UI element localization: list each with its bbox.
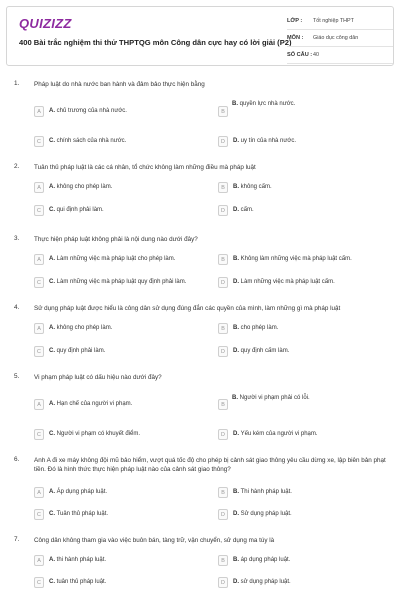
- meta-label: SỐ CÂU :: [287, 52, 313, 58]
- option-text: Hạn chế của người vi phạm.: [56, 401, 133, 407]
- option-letter: D.: [233, 279, 239, 285]
- option-text: quy định cấm làm.: [240, 348, 290, 354]
- option-box[interactable]: C: [34, 429, 44, 440]
- option-letter: C.: [49, 138, 55, 144]
- option-text: Làm những việc mà pháp luật cho phép làm.: [56, 256, 176, 262]
- option-letter: D.: [233, 207, 239, 213]
- question-number: 4.: [14, 304, 20, 311]
- meta-row-subject: [287, 32, 393, 47]
- option-letter: A.: [49, 401, 55, 407]
- option-letter: B.: [232, 101, 238, 107]
- worksheet-header: [6, 6, 394, 66]
- option-text: Tuân thủ pháp luật.: [56, 511, 109, 517]
- question-text: Anh A đi xe máy không đội mũ bảo hiểm, vượt quá tốc độ cho phép bị cảnh sát giao thông yêu cầu dừng xe, lập biên bản phạt tiền. Đó là hình thức thực hiện pháp luật nào của cảnh sát giao thông?: [34, 457, 386, 473]
- option-box[interactable]: B: [218, 399, 228, 410]
- option-text: không cấm.: [240, 184, 272, 190]
- meta-value: Giáo dục công dân: [313, 35, 359, 41]
- meta-value: 40: [313, 52, 319, 58]
- option-text: Yếu kém của người vi phạm.: [240, 431, 318, 437]
- option-text: Thi hành pháp luật.: [240, 489, 292, 495]
- option-letter: A.: [49, 184, 55, 190]
- question-text: Công dân không tham gia vào việc buôn bán, tàng trữ, vận chuyển, sử dụng ma túy là: [34, 537, 275, 544]
- meta-row-class: [287, 15, 393, 30]
- option-letter: C.: [49, 207, 55, 213]
- option-box[interactable]: B: [218, 254, 228, 265]
- option-letter: C.: [49, 511, 55, 517]
- option-box[interactable]: A: [34, 555, 44, 566]
- option-box[interactable]: A: [34, 182, 44, 193]
- question-number: 6.: [14, 456, 20, 463]
- option-box[interactable]: D: [218, 346, 228, 357]
- option-letter: B.: [233, 256, 239, 262]
- option-text: không cho phép làm.: [56, 184, 113, 190]
- option-text: quyền lực nhà nước.: [239, 101, 296, 107]
- option-box[interactable]: B: [218, 106, 228, 117]
- option-letter: C.: [49, 348, 55, 354]
- option-box[interactable]: D: [218, 277, 228, 288]
- option-text: tuân thủ pháp luật.: [56, 579, 107, 585]
- quizizz-logo: QUIZIZZ: [19, 16, 72, 31]
- option-text: Làm những việc mà pháp luật quy định phải làm.: [56, 279, 187, 285]
- option-letter: D.: [233, 579, 239, 585]
- option-box[interactable]: D: [218, 429, 228, 440]
- option-box[interactable]: B: [218, 182, 228, 193]
- option-box[interactable]: B: [218, 487, 228, 498]
- option-text: Làm những việc mà pháp luật cấm.: [240, 279, 335, 285]
- option-text: Không làm những việc mà pháp luật cấm.: [240, 256, 352, 262]
- option-box[interactable]: B: [218, 323, 228, 334]
- option-letter: D.: [233, 138, 239, 144]
- question-text: Vi phạm pháp luật có dấu hiệu nào dưới đây?: [34, 374, 162, 381]
- option-text: chủ trương của nhà nước.: [56, 108, 127, 114]
- option-letter: C.: [49, 431, 55, 437]
- option-text: áp dụng pháp luật.: [240, 557, 291, 563]
- option-text: qui định phải làm.: [56, 207, 104, 213]
- option-letter: B.: [233, 557, 239, 563]
- option-box[interactable]: A: [34, 323, 44, 334]
- meta-label: LỚP :: [287, 18, 303, 24]
- meta-label: MÔN :: [287, 35, 304, 41]
- question-text: Tuân thủ pháp luật là các cá nhân, tổ chức không làm những điều mà pháp luật: [34, 164, 256, 171]
- option-letter: D.: [233, 511, 239, 517]
- meta-row-count: [287, 49, 393, 64]
- option-letter: A.: [49, 489, 55, 495]
- option-box[interactable]: A: [34, 487, 44, 498]
- question-number: 2.: [14, 163, 20, 170]
- option-box[interactable]: D: [218, 577, 228, 588]
- option-box[interactable]: A: [34, 254, 44, 265]
- option-letter: A.: [49, 108, 55, 114]
- option-text: không cho phép làm.: [56, 325, 113, 331]
- meta-value: Tốt nghiệp THPT: [313, 18, 354, 24]
- option-text: Áp dụng pháp luật.: [56, 489, 108, 495]
- option-box[interactable]: C: [34, 509, 44, 520]
- option-letter: B.: [233, 184, 239, 190]
- option-letter: B.: [233, 325, 239, 331]
- question-text: Sử dụng pháp luật được hiểu là công dân sử dụng đúng đắn các quyền của mình, làm những gì mà pháp luật: [34, 305, 341, 312]
- option-box[interactable]: D: [218, 509, 228, 520]
- option-box[interactable]: C: [34, 277, 44, 288]
- option-text: Sử dụng pháp luật.: [240, 511, 292, 517]
- option-box[interactable]: C: [34, 205, 44, 216]
- option-box[interactable]: C: [34, 346, 44, 357]
- option-box[interactable]: A: [34, 106, 44, 117]
- option-box[interactable]: C: [34, 577, 44, 588]
- meta-panel: [287, 15, 393, 66]
- option-letter: D.: [233, 431, 239, 437]
- option-letter: B.: [233, 489, 239, 495]
- option-letter: A.: [49, 557, 55, 563]
- option-letter: C.: [49, 579, 55, 585]
- option-text: sử dụng pháp luật.: [240, 579, 291, 585]
- option-text: Người vi phạm có khuyết điểm.: [56, 431, 140, 437]
- option-text: cấm.: [240, 207, 254, 213]
- question-text: Pháp luật do nhà nước ban hành và đảm bảo thực hiện bằng: [34, 81, 205, 88]
- page-title: 400 Bài trắc nghiệm thi thử THPTQG môn Công dân cực hay có lời giải (P2): [19, 38, 292, 47]
- option-text: Người vi phạm phải có lỗi.: [239, 395, 310, 401]
- question-number: 7.: [14, 536, 20, 543]
- option-box[interactable]: B: [218, 555, 228, 566]
- option-box[interactable]: D: [218, 205, 228, 216]
- question-text: Thực hiện pháp luật không phải là nội dung nào dưới đây?: [34, 236, 198, 243]
- option-letter: B.: [232, 395, 238, 401]
- option-box[interactable]: D: [218, 136, 228, 147]
- option-letter: A.: [49, 256, 55, 262]
- option-box[interactable]: A: [34, 399, 44, 410]
- option-text: quy định phải làm.: [56, 348, 106, 354]
- question-number: 1.: [14, 80, 20, 87]
- option-letter: C.: [49, 279, 55, 285]
- option-box[interactable]: C: [34, 136, 44, 147]
- question-number: 3.: [14, 235, 20, 242]
- option-letter: D.: [233, 348, 239, 354]
- question-number: 5.: [14, 373, 20, 380]
- option-text: thi hành pháp luật.: [56, 557, 107, 563]
- option-text: chính sách của nhà nước.: [56, 138, 127, 144]
- option-letter: A.: [49, 325, 55, 331]
- option-text: cho phép làm.: [240, 325, 279, 331]
- option-text: uy tín của nhà nước.: [240, 138, 296, 144]
